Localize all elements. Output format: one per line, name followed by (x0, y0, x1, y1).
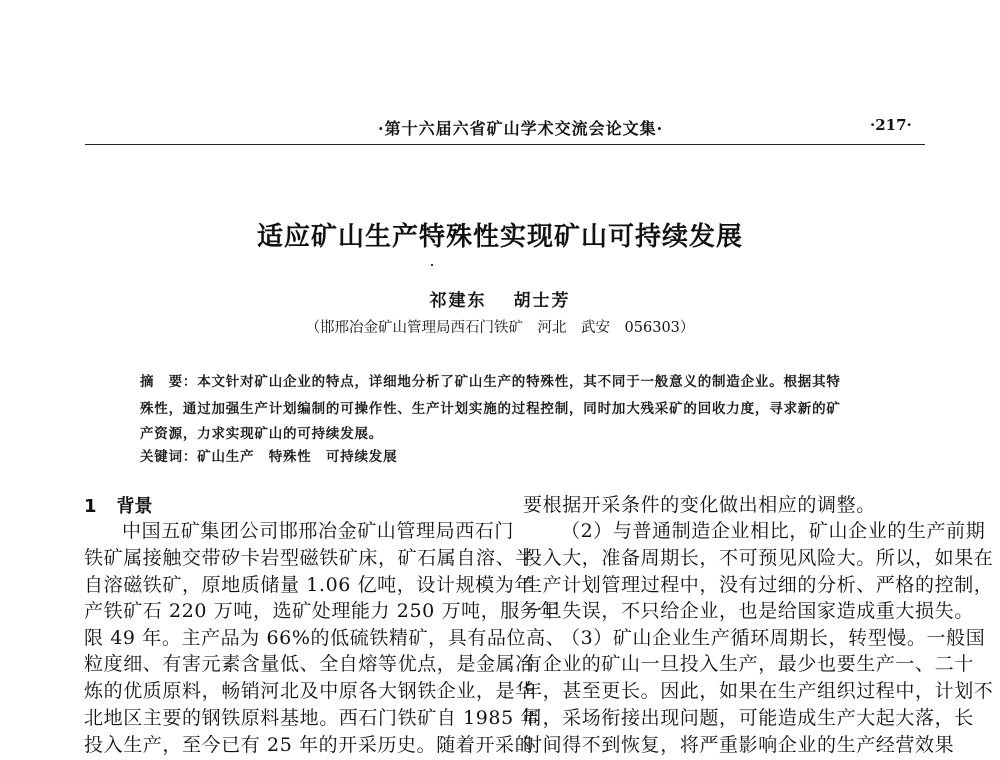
right-col-line-4: 生产计划管理过程中，没有过细的分析、严格的控制， (523, 574, 994, 596)
affiliation: （邯邢冶金矿山管理局西石门铁矿 河北 武安 056303） (305, 320, 695, 336)
section-number: 1 (84, 496, 97, 517)
abstract-line-1 (140, 370, 841, 390)
left-col-line-9: 投入生产，至今已有 25 年的开采历史。随着开采的 (84, 734, 535, 756)
abstract-text: 本文针对矿山企业的特点，详细地分析了矿山生产的特殊性，其不同于一般意义的制造企业。根据其特 (197, 374, 841, 390)
abstract-line-3: 产资源，力求实现矿山的可持续发展。 (140, 426, 384, 442)
authors: 祁建东 胡士芳 (429, 291, 571, 311)
right-col-line-6: （3）矿山企业生产循环周期长，转型慢。一般国 (561, 627, 986, 649)
left-col-line-6: 粒度细、有害元素含量低、全自熔等优点，是金属冶 (84, 653, 535, 675)
right-col-line-9: 周，采场衔接出现问题，可能造成生产大起大落，长 (523, 707, 974, 729)
left-col-line-7: 炼的优质原料，畅销河北及中原各大钢铁企业，是华 (84, 680, 535, 702)
right-col-line-10: 时间得不到恢复，将严重影响企业的生产经营效果 (523, 734, 955, 756)
abstract-label: 摘 要： (140, 374, 198, 390)
page-number: ·217· (870, 116, 912, 134)
scan-artifact-dot (431, 264, 433, 266)
right-col-line-5: 一旦失误，不只给企业，也是给国家造成重大损失。 (523, 600, 974, 622)
left-col-line-1: 中国五矿集团公司邯邢冶金矿山管理局西石门 (122, 520, 515, 542)
left-col-line-5: 限 49 年。主产品为 66%的低硫铁精矿，具有品位高、 (84, 627, 566, 649)
keywords-label: 关键词： (140, 449, 198, 465)
keywords-line (140, 445, 397, 465)
right-col-line-2: （2）与普通制造企业相比，矿山企业的生产前期 (561, 520, 986, 542)
right-col-line-1: 要根据开采条件的变化做出相应的调整。 (523, 494, 876, 516)
paper-title: 适应矿山生产特殊性实现矿山可持续发展 (256, 222, 743, 252)
left-col-line-8: 北地区主要的钢铁原料基地。西石门铁矿自 1985 年 (84, 707, 541, 729)
keywords-text: 矿山生产 特殊性 可持续发展 (197, 449, 398, 465)
journal-title: ·第十六届六省矿山学术交流会论文集· (378, 119, 664, 138)
right-col-line-3: 投入大，准备周期长，不可预见风险大。所以，如果在 (523, 547, 994, 569)
header-rule (85, 144, 925, 145)
left-col-line-4: 产铁矿石 220 万吨，选矿处理能力 250 万吨，服务年 (84, 600, 560, 622)
right-col-line-8: 年，甚至更长。因此，如果在生产组织过程中，计划不 (523, 680, 994, 702)
abstract-line-2: 殊性，通过加强生产计划编制的可操作性、生产计划实施的过程控制，同时加大残采矿的回收力度，寻求新的矿 (140, 401, 841, 417)
section-title: 背景 (116, 496, 153, 517)
section-heading (84, 492, 153, 518)
running-header (0, 116, 1000, 140)
right-col-line-7: 有企业的矿山一旦投入生产，最少也要生产一、二十 (523, 653, 974, 675)
left-col-line-2: 铁矿属接触交带矽卡岩型磁铁矿床，矿石属自溶、半 (84, 547, 535, 569)
left-col-line-3: 自溶磁铁矿，原地质储量 1.06 亿吨，设计规模为年 (84, 574, 534, 596)
